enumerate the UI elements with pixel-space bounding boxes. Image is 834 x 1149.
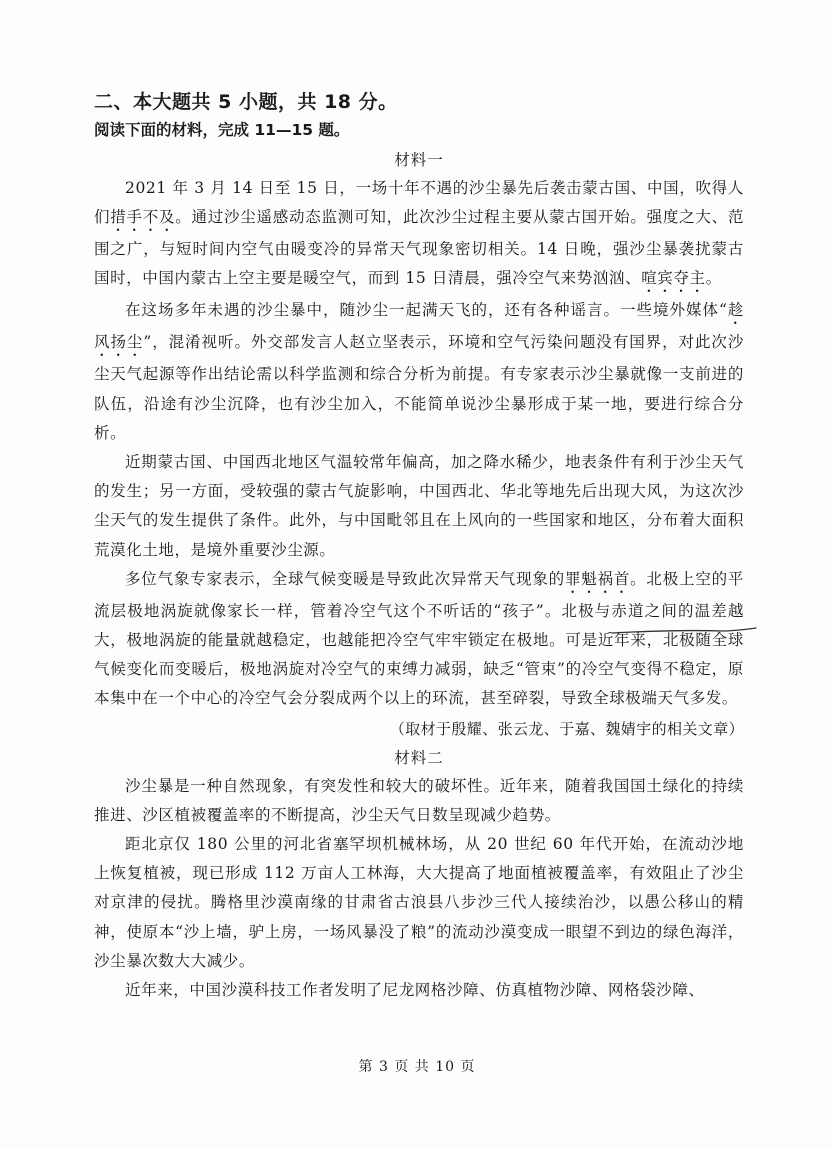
text-run: 。通过沙尘遥感动态监测可知，此次沙尘过程主要从蒙古国开始。强度之大、范围之广，与短时间内空气由暖变冷的异常天气现象密切相关。14 日晚，强沙尘暴袭扰蒙古国时，中国内蒙古上空主要是暖空气，而到 15 日清晨，强冷空气来势汹汹、 xyxy=(94,208,744,288)
material-two-title: 材料二 xyxy=(394,748,444,767)
material-one-title: 材料一 xyxy=(394,151,444,169)
section-title: 二、本大题共 5 小题，共 18 分。 xyxy=(94,91,398,113)
emphasized-phrase: 罪魁祸首 xyxy=(564,569,631,588)
emphasized-phrase: 喧宾夺主 xyxy=(641,269,706,288)
text-run: 多位气象专家表示，全球气候变暖是导致此次异常天气现象的 xyxy=(125,569,565,588)
text-run: 在这场多年未遇的沙尘暴中，随沙尘一起满天飞的，还有各种谣言。一些境外媒体“ xyxy=(125,301,728,320)
material-two-paragraph-2: 距北京仅 180 公里的河北省塞罕坝机械林场，从 20 世纪 60 年代开始，在流动沙地上恢复植被，现已形成 112 万亩人工林海，大大提高了地面植被覆盖率，有效阻止了沙尘对京津的侵扰。腾格里沙漠南缘的甘肃省古浪县八步沙三代人接续治沙，以愚公移山的精神，使原本“沙上墙，驴上房，一场风暴没了粮”的流动沙漠变成一眼望不到边的绿色海洋，沙尘暴次数大大减少。 xyxy=(94,835,744,970)
emphasized-phrase: 趁风扬尘 xyxy=(94,301,744,352)
material-two-paragraph-3: 近年来，中国沙漠科技工作者发明了尼龙网格沙障、仿真植物沙障、网格袋沙障、 xyxy=(125,981,705,1000)
material-one-paragraph-4 xyxy=(94,565,744,714)
text-run: 。 xyxy=(705,269,722,288)
material-one-paragraph-3: 近期蒙古国、中国西北地区气温较常年偏高，加之降水稀少，地表条件有利于沙尘天气的发生；另一方面，受较强的蒙古气旋影响，中国西北、华北等地先后出现大风，为这次沙尘天气的发生提供了条件。此外，与中国毗邻且在上风向的一些国家和地区，分布着大面积荒漠化土地，是境外重要沙尘源。 xyxy=(94,453,744,559)
page-number-footer: 第 3 页 共 10 页 xyxy=(358,1059,476,1075)
text-run: 。北极上空的平流层极地涡旋就像家长一样，管着冷空气这个不听话的“孩子”。北极与赤道之间的温差越大，极地涡旋的能量就越稳定，也越能把冷空气牢牢锁定在极地。可是近年来，北极随全球气候变化而变暖后，极地涡旋对冷空气的束缚力减弱，缺乏“管束”的冷空气变得不稳定，原本集中在一个中心的冷空气会分裂成两个以上的环流，甚至碎裂，导致全球极端天气多发。 xyxy=(94,569,745,708)
material-one-paragraph-2 xyxy=(94,296,744,448)
material-two-paragraph-1: 沙尘暴是一种自然现象，有突发性和较大的破坏性。近年来，随着我国国土绿化的持续推进、沙区植被覆盖率的不断提高，沙尘天气日数呈现减少趋势。 xyxy=(94,776,744,824)
reading-instruction: 阅读下面的材料，完成 11—15 题。 xyxy=(94,121,350,139)
text-run: 2021 年 3 月 14 日至 15 日，一场十年不遇的沙尘暴先后袭击蒙古国、中国，吹得人们 xyxy=(94,179,744,227)
material-one-source: （取材于殷耀、张云龙、于嘉、魏婧宇的相关文章） xyxy=(389,719,744,738)
text-run: ”，混淆视听。外交部发言人赵立坚表示，环境和空气污染问题没有国界，对此次沙尘天气起源等作出结论需以科学监测和综合分析为前提。有专家表示沙尘暴就像一支前进的队伍，沿途有沙尘沉降，也有沙尘加入，不能简单说沙尘暴形成于某一地，要进行综合分析。 xyxy=(94,333,744,442)
page-content xyxy=(94,88,744,1005)
material-one-paragraph-1 xyxy=(94,174,744,296)
emphasized-phrase: 措手不及 xyxy=(110,208,176,227)
